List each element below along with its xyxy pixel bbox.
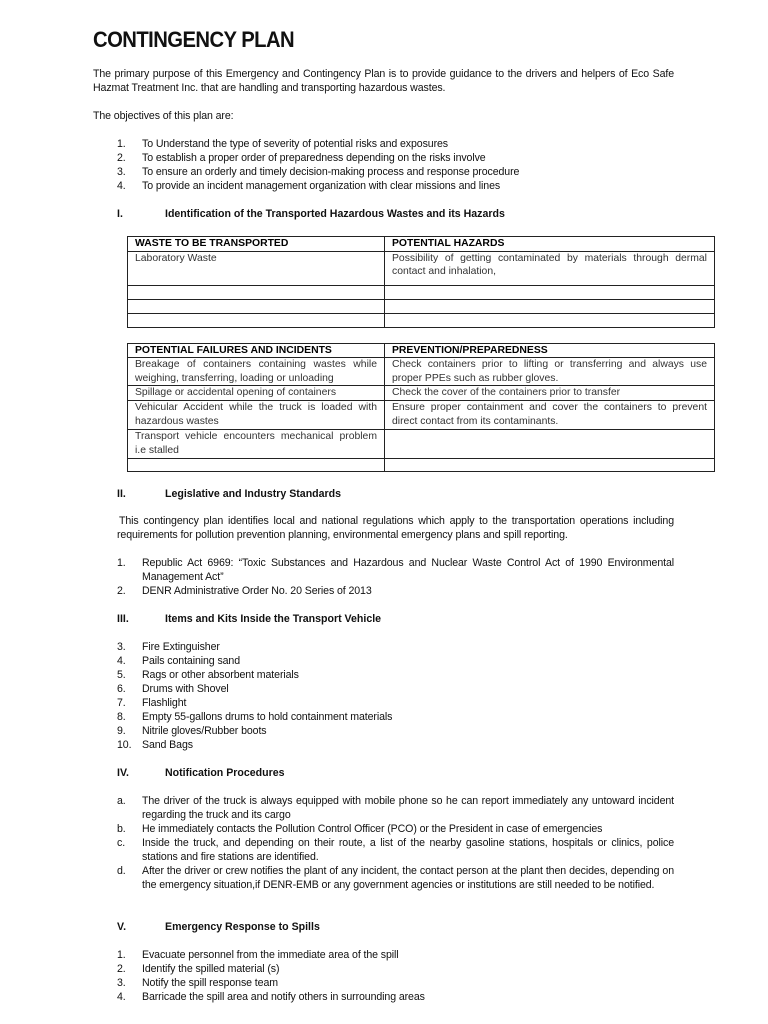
- list-item: 1. Republic Act 6969: “Toxic Substances and Hazardous and Nuclear Waste Control Act of 1990 Environmental Management Act”: [117, 557, 674, 583]
- table-cell: [385, 459, 715, 472]
- table-header-row: [128, 344, 715, 358]
- section-4-title: Notification Procedures: [165, 767, 285, 779]
- table-cell: Spillage or accidental opening of containers: [128, 386, 385, 401]
- table-row: [128, 459, 715, 472]
- list-item: a. The driver of the truck is always equipped with mobile phone so he can report immediately any untoward incident regarding the truck and its cargo: [117, 795, 674, 821]
- prevention-table: [127, 343, 715, 472]
- table-cell: [385, 300, 715, 314]
- section-2-title: Legislative and Industry Standards: [165, 488, 342, 500]
- table-cell: Breakage of containers containing wastes while weighing, transferring, loading or unloading: [128, 358, 385, 386]
- table-cell: Check containers prior to lifting or transferring and always use proper PPEs such as rubber gloves.: [385, 358, 715, 386]
- table-header-cell: POTENTIAL FAILURES AND INCIDENTS: [128, 344, 385, 358]
- table-header-row: [128, 237, 715, 252]
- list-item: d. After the driver or crew notifies the plant of any incident, the contact person at the plant then decides, depending on the emergency situation,if DENR-EMB or any government agencies or institutions are still needed to be notified.: [117, 865, 674, 891]
- page-title: CONTINGENCY PLAN: [93, 27, 295, 52]
- section-2-number: II.: [117, 488, 126, 500]
- table-cell: [128, 459, 385, 472]
- section-4-number: IV.: [117, 767, 129, 779]
- section-5-title: Emergency Response to Spills: [165, 921, 320, 933]
- table-row: [128, 358, 715, 386]
- section-3-number: III.: [117, 613, 129, 625]
- table-row: [128, 252, 715, 286]
- list-item: b. He immediately contacts the Pollution Control Officer (PCO) or the President in case of emergencies: [117, 823, 603, 835]
- table-header-cell: POTENTIAL HAZARDS: [385, 237, 715, 252]
- table-cell: [385, 286, 715, 300]
- table-cell: [128, 314, 385, 328]
- table-header-cell: WASTE TO BE TRANSPORTED: [128, 237, 385, 252]
- document-page: CONTINGENCY PLAN The primary purpose of this Emergency and Contingency Plan is to provide guidance to the drivers and helpers of Eco Safe Hazmat Treatment Inc. that are handling and transporting hazardous wastes. The objectives of this plan are: 1. To Understand the type of severity of potential risks and exposures 2. To establish a proper order of preparedness depending on the risks involve 3. To ensure an orderly and timely decision-making process and response procedure 4. To provide an incident management organization with clear missions and lines I. Identification of the Transported Hazardous Wastes and its Hazards WASTE TO BE TRANSPORTED POTENTIAL HAZARDS Laboratory Waste Possibility of getting contaminated by materials through dermal contact and inhalation, POTENTIAL FAILURES AND INCIDENTS PREVENTION/PREPAREDNESS Breakage of containers containing wastes while weighing, transferring, loading or unloading Check containers prior to lifting or transferring and always use proper PPEs such as rubber gloves. Spillage or accidental opening of containers Check the cover of the containers prior to transfer Vehicular Accident while the truck is loaded with hazardous wastes Ensure proper containment and cover the containers to prevent direct contact from its contaminants. Transport vehicle encounters mechanical problem i.e stalled II. Legislative and Industry Standards This contingency plan identifies local and national regulations which apply to the transportation operations including requirements for pollution prevention planning, environmental emergency plans and spill reporting. 1. Republic Act 6969: “Toxic Substances and Hazardous and Nuclear Waste Control Act of 1990 Environmental Management Act” 2. DENR Administrative Order No. 20 Series of 2013 III. Items and Kits Inside the Transport Vehicle 3. Fire Extinguisher 4. Pails containing sand 5. Rags or other absorbent materials 6. Drums with Shovel 7. Flashlight 8. Empty 55-gallons drums to hold containment materials 9. Nitrile gloves/Rubber boots 10. Sand Bags IV. Notification Procedures a. The driver of the truck is always equipped with mobile phone so he can report immediately any untoward incident regarding the truck and its cargo b. He immediately contacts the Pollution Control Officer (PCO) or the President in case of emergencies c. Inside the truck, and depending on their route, a list of the nearby gasoline stations, hospitals or clinics, police stations and fire stations are identified. d. After the driver or crew notifies the plant of any incident, the contact person at the plant then decides, depending on the emergency situation,if DENR-EMB or any government agencies or institutions are still needed to be notified. V. Emergency Response to Spills 1. Evacuate personnel from the immediate area of the spill 2. Identify the spilled material (s) 3. Notify the spill response team 4. Barricade the spill area and notify others in surrounding areas: [0, 0, 768, 1024]
- list-item: 2. DENR Administrative Order No. 20 Series of 2013: [117, 585, 372, 597]
- table-cell: [128, 286, 385, 300]
- table-cell: [128, 300, 385, 314]
- section-5-number: V.: [117, 921, 127, 933]
- table-row: [128, 401, 715, 430]
- table-row: [128, 286, 715, 300]
- table-cell: Transport vehicle encounters mechanical problem i.e stalled: [128, 430, 385, 459]
- table-header-cell: PREVENTION/PREPAREDNESS: [385, 344, 715, 358]
- intro-paragraph: The primary purpose of this Emergency and Contingency Plan is to provide guidance to the drivers and helpers of Eco Safe Hazmat Treatment Inc. that are handling and transporting hazardous wastes.: [93, 68, 674, 94]
- table-cell: Vehicular Accident while the truck is loaded with hazardous wastes: [128, 401, 385, 430]
- section-3-title: Items and Kits Inside the Transport Vehicle: [165, 613, 382, 625]
- table-row: [128, 386, 715, 401]
- table-row: [128, 314, 715, 328]
- objectives-lead: The objectives of this plan are:: [93, 110, 234, 122]
- hazards-table: [127, 236, 715, 328]
- table-cell: [385, 314, 715, 328]
- list-item: c. Inside the truck, and depending on their route, a list of the nearby gasoline stations, hospitals or clinics, police stations and fire stations are identified.: [117, 837, 674, 863]
- section-2-body: This contingency plan identifies local and national regulations which apply to the transportation operations including requirements for pollution prevention planning, environmental emergency plans and spill reporting.: [117, 515, 674, 541]
- section-1-number: I.: [117, 208, 123, 220]
- table-cell: Check the cover of the containers prior to transfer: [385, 386, 715, 401]
- section-1-title: Identification of the Transported Hazardous Wastes and its Hazards: [165, 208, 505, 220]
- table-row: [128, 430, 715, 459]
- table-cell: Laboratory Waste: [128, 252, 385, 286]
- table-row: [128, 300, 715, 314]
- table-cell: Ensure proper containment and cover the containers to prevent direct contact from its contaminants.: [385, 401, 715, 430]
- table-cell: [385, 430, 715, 459]
- table-cell: Possibility of getting contaminated by materials through dermal contact and inhalation,: [385, 252, 715, 286]
